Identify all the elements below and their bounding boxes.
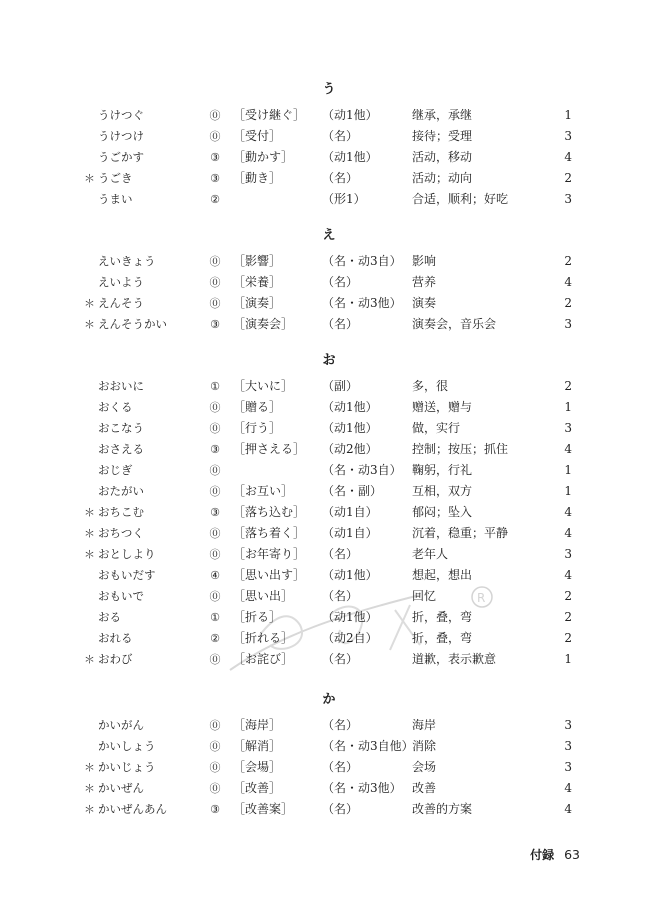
new-word-marker: ＊ [84, 318, 95, 331]
part-of-speech: （名） [322, 718, 359, 732]
kanji-form: ［海岸］ [233, 718, 282, 732]
vocab-entry [0, 607, 658, 628]
accent-mark: ⓪ [209, 719, 221, 732]
meaning: 赠送，赠与 [412, 400, 473, 414]
meaning: 多，很 [412, 379, 449, 393]
kanji-form: ［受け継ぐ］ [233, 108, 306, 122]
accent-mark: ⓪ [209, 276, 221, 289]
reading: おちつく [98, 526, 144, 540]
reading: おれる [98, 631, 133, 645]
kanji-form: ［思い出す］ [233, 568, 306, 582]
accent-mark: ⓪ [209, 782, 221, 795]
lesson-number: 1 [564, 400, 572, 414]
lesson-number: 3 [564, 129, 572, 143]
reading: おこなう [98, 421, 144, 435]
accent-mark: ⓪ [209, 548, 221, 561]
reading: えんそう [98, 296, 144, 310]
accent-mark: ④ [210, 569, 220, 582]
reading: うごき [98, 171, 133, 185]
page-number: 63 [564, 847, 580, 862]
vocab-entry [0, 126, 658, 147]
vocab-entry [0, 778, 658, 799]
accent-mark: ⓪ [209, 109, 221, 122]
meaning: 做，实行 [412, 421, 461, 435]
reading: うまい [98, 192, 133, 206]
new-word-marker: ＊ [84, 172, 95, 185]
reading: かいがん [98, 718, 144, 732]
reading: おくる [98, 400, 133, 414]
reading: うけつけ [98, 129, 144, 143]
vocab-entry [0, 314, 658, 335]
kanji-form: ［落ち着く］ [233, 526, 306, 540]
accent-mark: ③ [210, 318, 220, 331]
part-of-speech: （形1） [322, 192, 366, 206]
vocab-entry [0, 376, 658, 397]
vocab-entry [0, 272, 658, 293]
accent-mark: ② [210, 193, 220, 206]
part-of-speech: （名・动3自他） [322, 739, 414, 753]
lesson-number: 2 [564, 589, 572, 603]
part-of-speech: （动1他） [322, 108, 378, 122]
reading: おちこむ [98, 505, 144, 519]
accent-mark: ① [210, 380, 220, 393]
meaning: 合适，顺利；好吃 [412, 192, 509, 206]
accent-mark: ⓪ [209, 464, 221, 477]
kanji-form: ［お年寄り］ [233, 547, 306, 561]
meaning: 想起，想出 [412, 568, 473, 582]
part-of-speech: （动2自） [322, 631, 378, 645]
kanji-form: ［演奏］ [233, 296, 282, 310]
section-heading: か [322, 692, 336, 707]
reading: うごかす [98, 150, 144, 164]
part-of-speech: （名） [322, 547, 359, 561]
entry-list [0, 105, 658, 210]
kanji-form: ［会場］ [233, 760, 282, 774]
meaning: 改善的方案 [412, 802, 473, 816]
vocab-entry [0, 251, 658, 272]
kanji-form: ［お互い］ [233, 484, 294, 498]
accent-mark: ⓪ [209, 527, 221, 540]
meaning: 折，叠，弯 [412, 631, 473, 645]
kanji-form: ［お詫び］ [233, 652, 294, 666]
part-of-speech: （名） [322, 275, 359, 289]
part-of-speech: （副） [322, 379, 359, 393]
part-of-speech: （名） [322, 317, 359, 331]
lesson-number: 1 [564, 652, 572, 666]
lesson-number: 2 [564, 610, 572, 624]
part-of-speech: （动1他） [322, 421, 378, 435]
vocab-entry [0, 147, 658, 168]
lesson-number: 4 [564, 568, 572, 582]
lesson-number: 1 [564, 484, 572, 498]
lesson-number: 2 [564, 631, 572, 645]
kanji-form: ［改善案］ [233, 802, 294, 816]
vocab-entry [0, 439, 658, 460]
reading: うけつぐ [98, 108, 144, 122]
vocab-entry [0, 715, 658, 736]
vocab-entry [0, 757, 658, 778]
section-heading: お [322, 353, 336, 368]
new-word-marker: ＊ [84, 653, 95, 666]
new-word-marker: ＊ [84, 548, 95, 561]
meaning: 改善 [412, 781, 437, 795]
kanji-form: ［折る］ [233, 610, 282, 624]
meaning: 海岸 [412, 718, 437, 732]
accent-mark: ⓪ [209, 590, 221, 603]
part-of-speech: （名） [322, 171, 359, 185]
part-of-speech: （动1自） [322, 505, 378, 519]
part-of-speech: （名・动3他） [322, 296, 402, 310]
vocab-entry [0, 502, 658, 523]
kanji-form: ［改善］ [233, 781, 282, 795]
meaning: 演奏 [412, 296, 437, 310]
meaning: 活动；动向 [412, 171, 473, 185]
lesson-number: 1 [564, 108, 572, 122]
new-word-marker: ＊ [84, 297, 95, 310]
reading: おじぎ [98, 463, 133, 477]
kanji-form: ［落ち込む］ [233, 505, 306, 519]
meaning: 道歉，表示歉意 [412, 652, 497, 666]
meaning: 郁闷；坠入 [412, 505, 473, 519]
new-word-marker: ＊ [84, 782, 95, 795]
meaning: 会场 [412, 760, 437, 774]
new-word-marker: ＊ [84, 803, 95, 816]
lesson-number: 4 [564, 505, 572, 519]
vocab-entry [0, 105, 658, 126]
part-of-speech: （动1他） [322, 150, 378, 164]
new-word-marker: ＊ [84, 506, 95, 519]
accent-mark: ② [210, 632, 220, 645]
vocab-entry [0, 460, 658, 481]
kanji-form: ［行う］ [233, 421, 282, 435]
accent-mark: ③ [210, 803, 220, 816]
lesson-number: 2 [564, 296, 572, 310]
vocab-entry [0, 799, 658, 820]
accent-mark: ⓪ [209, 422, 221, 435]
accent-mark: ⓪ [209, 653, 221, 666]
new-word-marker: ＊ [84, 761, 95, 774]
vocab-entry [0, 736, 658, 757]
part-of-speech: （动1他） [322, 610, 378, 624]
section-heading: え [322, 228, 336, 243]
kanji-form: ［動かす］ [233, 150, 294, 164]
reading: おおいに [98, 379, 144, 393]
meaning: 活动，移动 [412, 150, 473, 164]
accent-mark: ① [210, 611, 220, 624]
vocab-entry [0, 397, 658, 418]
kanji-form: ［影響］ [233, 254, 282, 268]
reading: かいしょう [98, 739, 156, 753]
entry-list [0, 715, 658, 820]
lesson-number: 1 [564, 463, 572, 477]
page-footer [0, 846, 580, 863]
meaning: 接待；受理 [412, 129, 473, 143]
lesson-number: 3 [564, 760, 572, 774]
part-of-speech: （名） [322, 129, 359, 143]
meaning: 演奏会，音乐会 [412, 317, 497, 331]
lesson-number: 4 [564, 442, 572, 456]
accent-mark: ⓪ [209, 740, 221, 753]
accent-mark: ③ [210, 151, 220, 164]
kanji-form: ［受付］ [233, 129, 282, 143]
meaning: 继承，承继 [412, 108, 473, 122]
kanji-form: ［演奏会］ [233, 317, 294, 331]
reading: えいよう [98, 275, 144, 289]
reading: えんそうかい [98, 317, 167, 331]
lesson-number: 4 [564, 275, 572, 289]
meaning: 鞠躬，行礼 [412, 463, 473, 477]
vocab-entry [0, 481, 658, 502]
lesson-number: 3 [564, 718, 572, 732]
svg-text:R: R [477, 591, 486, 605]
new-word-marker: ＊ [84, 527, 95, 540]
reading: おもいだす [98, 568, 156, 582]
part-of-speech: （动1他） [322, 400, 378, 414]
reading: おわび [98, 652, 133, 666]
accent-mark: ⓪ [209, 130, 221, 143]
reading: かいぜん [98, 781, 144, 795]
part-of-speech: （动1自） [322, 526, 378, 540]
kanji-form: ［折れる］ [233, 631, 294, 645]
lesson-number: 4 [564, 526, 572, 540]
accent-mark: ⓪ [209, 761, 221, 774]
kanji-form: ［大いに］ [233, 379, 294, 393]
meaning: 沉着，稳重；平静 [412, 526, 509, 540]
meaning: 营养 [412, 275, 437, 289]
reading: えいきょう [98, 254, 156, 268]
meaning: 互相，双方 [412, 484, 473, 498]
vocab-entry [0, 189, 658, 210]
vocab-entry [0, 293, 658, 314]
entry-list [0, 376, 658, 670]
reading: かいぜんあん [98, 802, 167, 816]
accent-mark: ⓪ [209, 401, 221, 414]
section-heading: う [322, 82, 336, 97]
meaning: 影响 [412, 254, 437, 268]
accent-mark: ⓪ [209, 255, 221, 268]
part-of-speech: （名・副） [322, 484, 383, 498]
lesson-number: 4 [564, 802, 572, 816]
lesson-number: 4 [564, 781, 572, 795]
lesson-number: 3 [564, 192, 572, 206]
vocab-entry [0, 565, 658, 586]
reading: おとしより [98, 547, 156, 561]
part-of-speech: （名） [322, 802, 359, 816]
reading: おる [98, 610, 121, 624]
part-of-speech: （动2他） [322, 442, 378, 456]
lesson-number: 2 [564, 379, 572, 393]
vocab-entry [0, 168, 658, 189]
kanji-form: ［栄養］ [233, 275, 282, 289]
vocab-entry [0, 544, 658, 565]
lesson-number: 4 [564, 150, 572, 164]
kanji-form: ［押さえる］ [233, 442, 306, 456]
part-of-speech: （名・动3他） [322, 781, 402, 795]
meaning: 消除 [412, 739, 437, 753]
appendix-label: 付録 [530, 848, 555, 862]
kanji-form: ［解消］ [233, 739, 282, 753]
vocab-entry [0, 649, 658, 670]
part-of-speech: （名・动3自） [322, 463, 402, 477]
meaning: 折，叠，弯 [412, 610, 473, 624]
vocab-entry [0, 628, 658, 649]
accent-mark: ③ [210, 443, 220, 456]
kanji-form: ［思い出］ [233, 589, 294, 603]
kanji-form: ［動き］ [233, 171, 282, 185]
entry-list [0, 251, 658, 335]
vocab-entry [0, 418, 658, 439]
lesson-number: 2 [564, 254, 572, 268]
lesson-number: 2 [564, 171, 572, 185]
part-of-speech: （名） [322, 760, 359, 774]
part-of-speech: （动1他） [322, 568, 378, 582]
accent-mark: ③ [210, 172, 220, 185]
meaning: 老年人 [412, 547, 449, 561]
lesson-number: 3 [564, 547, 572, 561]
reading: おさえる [98, 442, 144, 456]
lesson-number: 3 [564, 421, 572, 435]
vocab-entry [0, 523, 658, 544]
kanji-form: ［贈る］ [233, 400, 282, 414]
meaning: 回忆 [412, 589, 437, 603]
lesson-number: 3 [564, 739, 572, 753]
part-of-speech: （名） [322, 652, 359, 666]
accent-mark: ③ [210, 506, 220, 519]
reading: かいじょう [98, 760, 156, 774]
accent-mark: ⓪ [209, 485, 221, 498]
reading: おたがい [98, 484, 144, 498]
part-of-speech: （名・动3自） [322, 254, 402, 268]
meaning: 控制；按压；抓住 [412, 442, 509, 456]
part-of-speech: （名） [322, 589, 359, 603]
accent-mark: ⓪ [209, 297, 221, 310]
lesson-number: 3 [564, 317, 572, 331]
vocab-entry [0, 586, 658, 607]
reading: おもいで [98, 589, 144, 603]
